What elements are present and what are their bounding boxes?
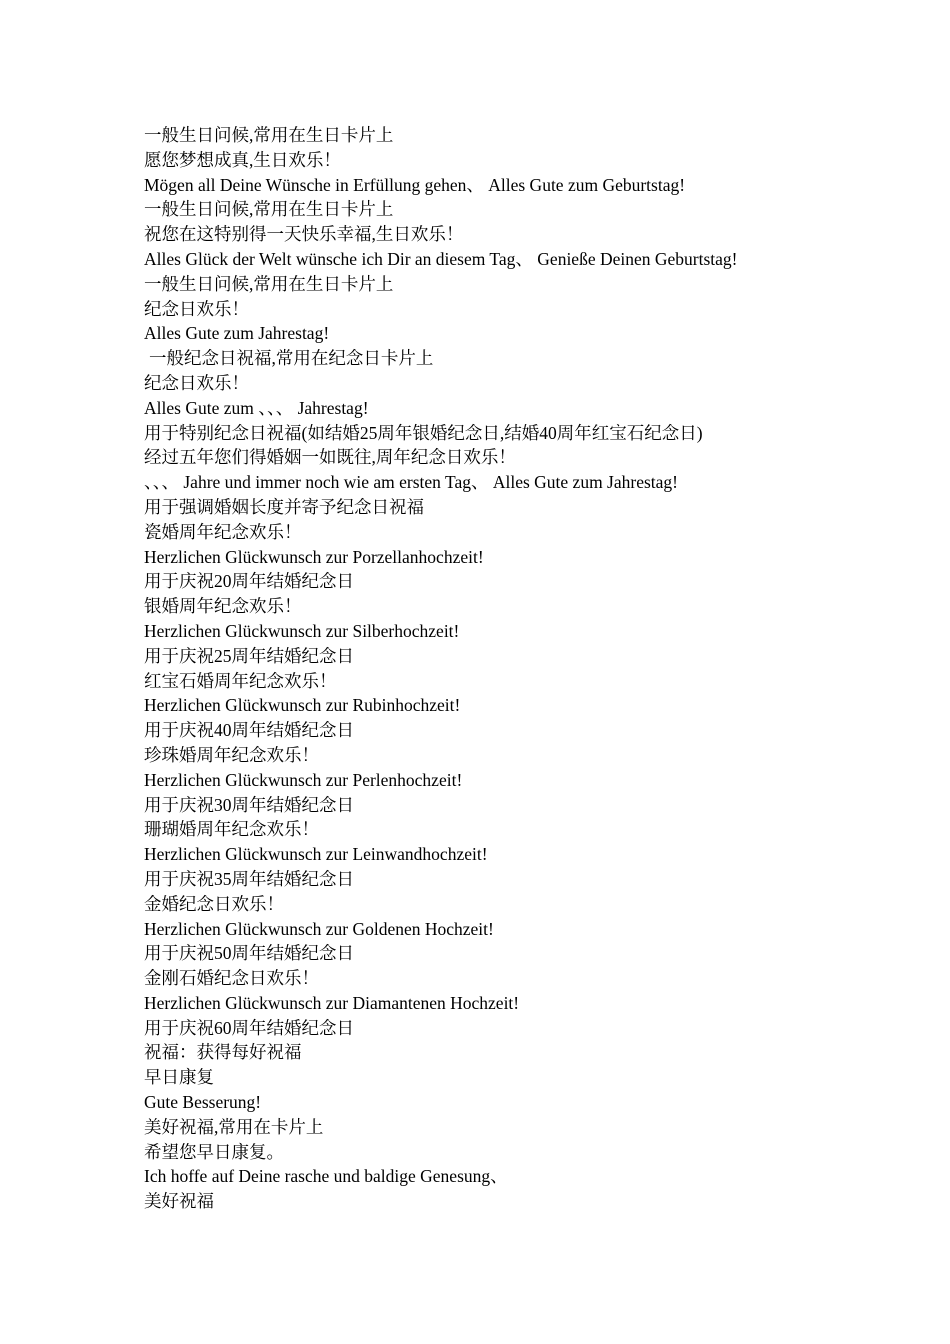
- text-line: 用于特别纪念日祝福(如结婚25周年银婚纪念日,结婚40周年红宝石纪念日): [144, 422, 703, 443]
- text-line: Mögen all Deine Wünsche in Erfüllung gehen、 Alles Gute zum Geburtstag!: [144, 174, 686, 195]
- text-line: 用于庆祝60周年结婚纪念日: [144, 1017, 354, 1038]
- text-line: 一般生日问候,常用在生日卡片上: [144, 273, 394, 294]
- text-line: Ich hoffe auf Deine rasche und baldige Genesung、: [144, 1166, 508, 1187]
- text-line: 用于强调婚姻长度并寄予纪念日祝福: [144, 496, 424, 517]
- text-line: 用于庆祝20周年结婚纪念日: [144, 571, 354, 592]
- text-line: 经过五年您们得婚姻一如既往,周年纪念日欢乐！: [144, 447, 516, 468]
- text-line: Herzlichen Glückwunsch zur Leinwandhochzeit!: [144, 844, 488, 865]
- text-line: 美好祝福: [144, 1191, 214, 1212]
- text-line: 用于庆祝25周年结婚纪念日: [144, 645, 354, 666]
- text-line: 祝福：获得每好祝福: [144, 1042, 302, 1063]
- text-line: Gute Besserung!: [144, 1092, 262, 1113]
- text-line: Herzlichen Glückwunsch zur Perlenhochzeit!: [144, 769, 463, 790]
- text-line: 红宝石婚周年纪念欢乐！: [144, 670, 337, 691]
- text-line: 用于庆祝40周年结婚纪念日: [144, 720, 354, 741]
- text-line: Herzlichen Glückwunsch zur Rubinhochzeit!: [144, 695, 461, 716]
- text-line: 一般纪念日祝福,常用在纪念日卡片上: [149, 348, 434, 369]
- text-line: 珊瑚婚周年纪念欢乐！: [144, 819, 319, 840]
- text-line: 用于庆祝30周年结婚纪念日: [144, 794, 354, 815]
- text-line: 一般生日问候,常用在生日卡片上: [144, 199, 394, 220]
- text-line: 祝您在这特别得一天快乐幸福,生日欢乐！: [144, 224, 464, 245]
- text-line: 愿您梦想成真,生日欢乐！: [144, 149, 341, 170]
- text-line: Alles Glück der Welt wünsche ich Dir an diesem Tag、 Genieße Deinen Geburtstag!: [144, 248, 738, 269]
- text-line: 纪念日欢乐！: [144, 372, 249, 393]
- text-line: 用于庆祝35周年结婚纪念日: [144, 868, 354, 889]
- text-line: 纪念日欢乐！: [144, 298, 249, 319]
- text-line: 一般生日问候,常用在生日卡片上: [144, 125, 394, 145]
- text-line: 珍珠婚周年纪念欢乐！: [144, 744, 319, 765]
- text-line: 金刚石婚纪念日欢乐！: [144, 968, 319, 989]
- text-line: 、、、 Jahre und immer noch wie am ersten Tag、 Alles Gute zum Jahrestag!: [144, 472, 678, 493]
- text-line: Herzlichen Glückwunsch zur Diamantenen Hochzeit!: [144, 992, 520, 1013]
- text-line: Herzlichen Glückwunsch zur Silberhochzeit!: [144, 620, 460, 641]
- text-line: 瓷婚周年纪念欢乐！: [144, 521, 302, 542]
- text-line: 希望您早日康复。: [144, 1141, 284, 1162]
- text-line: 美好祝福,常用在卡片上: [144, 1116, 324, 1137]
- text-line: Alles Gute zum 、、、 Jahrestag!: [144, 397, 369, 418]
- text-line: Herzlichen Glückwunsch zur Porzellanhochzeit!: [144, 546, 484, 567]
- text-line: Alles Gute zum Jahrestag!: [144, 323, 330, 344]
- text-line: 用于庆祝50周年结婚纪念日: [144, 943, 354, 964]
- document-body: [144, 123, 844, 1214]
- text-line: Herzlichen Glückwunsch zur Goldenen Hochzeit!: [144, 918, 494, 939]
- text-line: 早日康复: [144, 1067, 214, 1088]
- text-line: 银婚周年纪念欢乐！: [144, 596, 302, 617]
- text-line: 金婚纪念日欢乐！: [144, 893, 284, 914]
